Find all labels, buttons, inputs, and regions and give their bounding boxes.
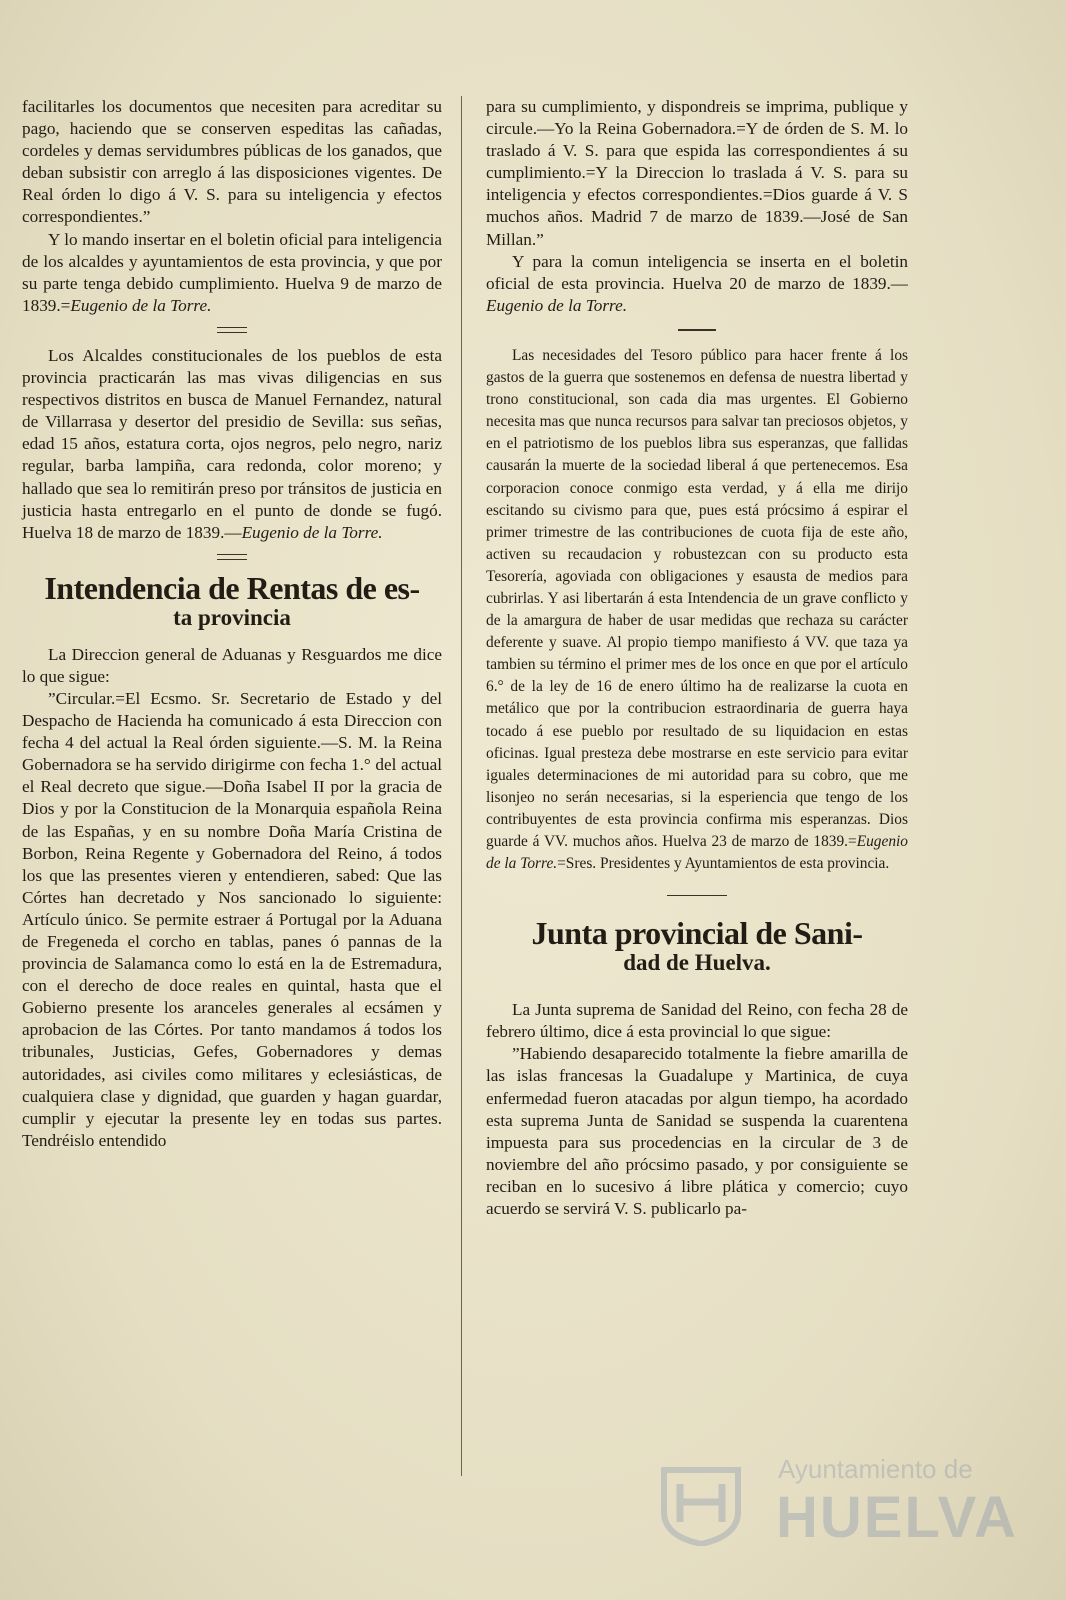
left-paragraph-2-text: Y lo mando insertar en el boletin oficial para inteligencia de los alcaldes y ayuntamientos de esta provincia, y que por su parte tenga debido cumplimiento. Huelva 9 de marzo de 1839.= — [22, 229, 442, 315]
right-paragraph-3 — [486, 345, 908, 875]
right-paragraph-2 — [486, 251, 908, 317]
separator-double — [22, 323, 442, 337]
separator-short-2 — [486, 889, 908, 903]
section-heading-junta: Junta provincial de Sani- — [531, 915, 863, 952]
left-paragraph-2-signature: Eugenio de la Torre. — [70, 295, 212, 315]
right-paragraph-1: para su cumplimiento, y dispondreis se imprima, publique y circule.—Yo la Reina Gobernadora.=Y de órden de S. M. lo traslado á V. S. para que espida las correspondientes á su cumplimiento.=Y la Direccion lo traslada á V. S. para su inteligencia y efectos correspondientes.=Dios guarde á V. S muchos años. Madrid 7 de marzo de 1839.—José de San Millan.” — [486, 97, 908, 249]
right-paragraph-3-closing: =Sres. Presidentes y Ayuntamientos de esta provincia. — [557, 855, 890, 873]
right-column — [486, 96, 908, 1220]
left-paragraph-3 — [22, 345, 442, 544]
watermark-line-2: HUELVA — [776, 1485, 1018, 1550]
coat-of-arms-icon — [658, 1464, 744, 1546]
left-paragraph-3-text: Los Alcaldes constitucionales de los pueblos de esta provincia practicarán las mas vivas diligencias en sus respectivos distritos en busca de Manuel Fernandez, natural de Villarrasa y desertor del presidio de Sevilla: sus señas, edad 15 años, estatura corta, ojos negros, pelo negro, nariz regular, barba lampiña, cara redonda, color moreno; y hallado que sea lo remitirán preso por tránsitos de justicia en justicia hasta entregarlo en el punto de donde se fugó. Huelva 18 de marzo de 1839.— — [22, 345, 442, 542]
right-paragraph-2-signature: Eugenio de la Torre. — [486, 295, 627, 315]
separator-short — [486, 323, 908, 337]
separator-ornament — [22, 550, 442, 564]
watermark-line-1: Ayuntamiento de — [778, 1454, 973, 1484]
left-paragraph-1: facilitarles los documentos que necesiten para acreditar su pago, haciendo que se conserven espeditas las cañadas, cordeles y demas servidumbres públicas de los ganados, que deban subsistir con arreglo á las disposiciones vigentes. De Real órden lo digo á V. S. para su inteligencia y efectos correspondientes.” — [22, 97, 442, 227]
right-paragraph-4: La Junta suprema de Sanidad del Reino, con fecha 28 de febrero último, dice á esta provincial lo que sigue: — [486, 1000, 908, 1042]
right-paragraph-3-text: Las necesidades del Tesoro público para hacer frente á los gastos de la guerra que sostenemos en defensa de nuestra libertad y trono constitucional, son cada dia mas urgentes. El Gobierno necesita mas que nunca recursos para salvar tan preciosos objetos, y en el patriotismo de los pueblos libra sus esperanzas, que fallidas causarán la muerte de la sociedad liberal á que pertenecemos. Esa corporacion conoce conmigo esta verdad, y á ella me dirijo escitando su civismo para que, pues está prócsimo á espirar el primer trimestre de las contribuciones de cuota fija de este año, activen su recaudacion y robustezcan con su producto esta Tesorería, agoviada con obligaciones y esausta de medios para cubrirlas. Y asi libertarán á esta Intendencia de un grave conflicto y de la amargura de haber de usar medidas que rechaza su carácter deferente y suave. Al propio tiempo manifiesto á VV. que taza ya tambien su término el primer mes de los once en que por el artículo 6.° de la ley de 16 de enero último ha de realizarse la cuota en metálico que por la contribucion estraordinaria de guerra haya tocado á ese pueblo por resultado de su liquidacion en estas oficinas. Igual presteza debe mostrarse en este servicio para evitar iguales determinaciones de mi autoridad para su cobro, que me lisonjeo no serán necesarias, si la esperiencia que tengo de los contribuyentes de esta provincia confirma mis esperanzas. Dios guarde á VV. muchos años. Huelva 23 de marzo de 1839.= — [486, 346, 908, 850]
section-subheading-intendencia: ta provincia — [173, 604, 291, 630]
left-paragraph-5: ”Circular.=El Ecsmo. Sr. Secretario de Estado y del Despacho de Hacienda ha comunicado á esta Direccion con fecha 4 del actual la Real órden siguiente.—S. M. la Reina Gobernadora se ha servido dirigirme con fecha 1.° del actual el Real decreto que sigue.—Doña Isabel II por la gracia de Dios y por la Constitucion de la Monarquia española Reina de las Españas, y en su nombre Doña María Cristina de Borbon, Reina Regente y Gobernadora del Reino, á todos los que las presentes vieren y entendieren, sabed: Que las Córtes han decretado y Nos sancionado lo siguiente: Artículo único. Se permite estraer á Portugal por la Aduana de Fregeneda el corcho en tablas, panes ó pannas de la provincia de Salamanca como lo está en la de Estremadura, con el derecho de doce reales en quintal, hasta que el Gobierno presente los aranceles generales al ecsámen y aprobacion de las Córtes. Por tanto mandamos á todos los tribunales, Justicias, Gefes, Gobernadores y demas autoridades, asi civiles como militares y eclesiásticas, de cualquiera clase y dignidad, que guarden y hagan guardar, cumplir y ejecutar la presente ley en todas sus partes. Tendréislo entendido — [22, 688, 442, 1150]
right-paragraph-2-text: Y para la comun inteligencia se inserta en el boletin oficial de esta provincia. Huelva 20 de marzo de 1839.— — [486, 251, 908, 293]
left-paragraph-2 — [22, 229, 442, 317]
left-paragraph-4: La Direccion general de Aduanas y Resguardos me dice lo que sigue: — [22, 644, 442, 686]
right-paragraph-3-signature: Eugenio de la Torre. — [486, 833, 908, 873]
section-subheading-junta: dad de Huelva. — [623, 950, 771, 976]
left-column — [22, 96, 442, 1152]
ayuntamiento-watermark — [658, 1450, 1018, 1560]
section-heading-intendencia: Intendencia de Rentas de es- — [44, 569, 420, 606]
left-paragraph-3-signature: Eugenio de la Torre. — [241, 522, 383, 542]
right-paragraph-5: ”Habiendo desaparecido totalmente la fiebre amarilla de las islas francesas la Guadalupe y Martinica, de cuya enfermedad fueron atacadas por algun tiempo, ha acordado esta suprema Junta de Sanidad se suspenda la cuarentena impuesta para sus procedencias en la circular de 3 de noviembre del año prócsimo pasado, y por consiguiente se reciban en lo sucesivo á libre plática y comercio; cuyo acuerdo se servirá V. S. publicarlo pa- — [486, 1044, 908, 1219]
column-divider — [461, 96, 462, 1476]
